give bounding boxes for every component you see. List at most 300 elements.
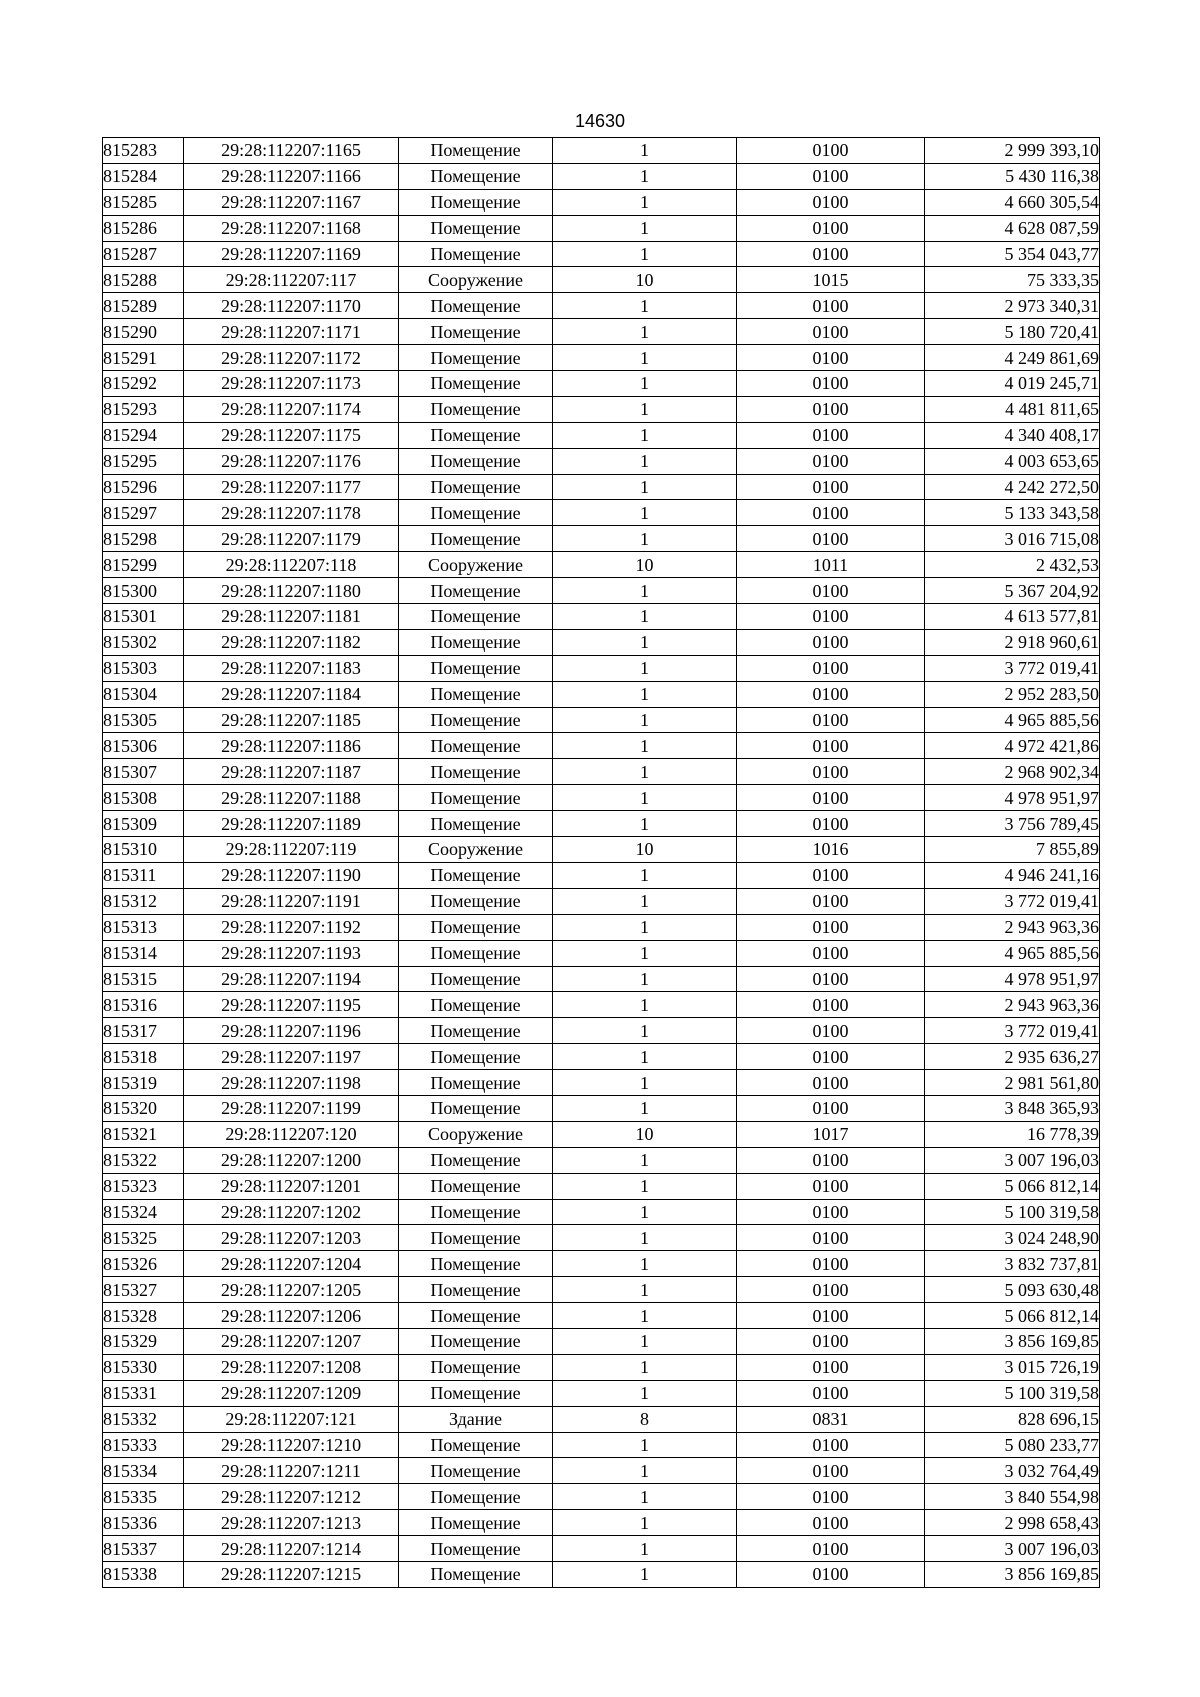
table-row — [103, 241, 1100, 267]
purpose-code-cell: 0100 — [737, 992, 925, 1018]
type-code-cell: 1 — [553, 1225, 737, 1251]
cadastral-number-cell: 29:28:112207:1207 — [184, 1328, 399, 1354]
cadastral-value-cell: 4 628 087,59 — [925, 215, 1100, 241]
row-number-cell: 815333 — [103, 1432, 184, 1458]
object-type-cell: Помещение — [399, 862, 553, 888]
cadastral-number-cell: 29:28:112207:1183 — [184, 655, 399, 681]
type-code-cell: 1 — [553, 681, 737, 707]
row-number-cell: 815316 — [103, 992, 184, 1018]
object-type-cell: Помещение — [399, 1173, 553, 1199]
row-number-cell: 815292 — [103, 371, 184, 397]
type-code-cell: 1 — [553, 1380, 737, 1406]
type-code-cell: 1 — [553, 138, 737, 164]
row-number-cell: 815289 — [103, 293, 184, 319]
purpose-code-cell: 0100 — [737, 1484, 925, 1510]
cadastral-number-cell: 29:28:112207:1198 — [184, 1070, 399, 1096]
row-number-cell: 815324 — [103, 1199, 184, 1225]
cadastral-number-cell: 29:28:112207:1172 — [184, 345, 399, 371]
cadastral-number-cell: 29:28:112207:1173 — [184, 371, 399, 397]
object-type-cell: Помещение — [399, 500, 553, 526]
table-row — [103, 1303, 1100, 1329]
cadastral-value-cell: 16 778,39 — [925, 1121, 1100, 1147]
purpose-code-cell: 0100 — [737, 500, 925, 526]
table-row — [103, 138, 1100, 164]
cadastral-value-cell: 2 935 636,27 — [925, 1044, 1100, 1070]
table-row — [103, 1199, 1100, 1225]
type-code-cell: 1 — [553, 526, 737, 552]
row-number-cell: 815305 — [103, 707, 184, 733]
object-type-cell: Помещение — [399, 1303, 553, 1329]
type-code-cell: 1 — [553, 785, 737, 811]
cadastral-value-cell: 4 972 421,86 — [925, 733, 1100, 759]
cadastral-value-cell: 2 432,53 — [925, 552, 1100, 578]
type-code-cell: 1 — [553, 1458, 737, 1484]
row-number-cell: 815283 — [103, 138, 184, 164]
cadastral-number-cell: 29:28:112207:1214 — [184, 1536, 399, 1562]
type-code-cell: 1 — [553, 1536, 737, 1562]
cadastral-value-cell: 3 756 789,45 — [925, 811, 1100, 837]
cadastral-value-cell: 3 856 169,85 — [925, 1561, 1100, 1587]
purpose-code-cell: 0100 — [737, 629, 925, 655]
type-code-cell: 1 — [553, 992, 737, 1018]
cadastral-value-cell: 3 007 196,03 — [925, 1147, 1100, 1173]
purpose-code-cell: 0100 — [737, 422, 925, 448]
type-code-cell: 1 — [553, 474, 737, 500]
cadastral-number-cell: 29:28:112207:1205 — [184, 1277, 399, 1303]
table-row — [103, 371, 1100, 397]
purpose-code-cell: 0100 — [737, 1432, 925, 1458]
cadastral-number-cell: 29:28:112207:121 — [184, 1406, 399, 1432]
object-type-cell: Помещение — [399, 422, 553, 448]
cadastral-value-cell: 4 946 241,16 — [925, 862, 1100, 888]
object-type-cell: Помещение — [399, 1044, 553, 1070]
row-number-cell: 815304 — [103, 681, 184, 707]
purpose-code-cell: 0100 — [737, 604, 925, 630]
table-row — [103, 733, 1100, 759]
cadastral-number-cell: 29:28:112207:1204 — [184, 1251, 399, 1277]
cadastral-number-cell: 29:28:112207:1177 — [184, 474, 399, 500]
type-code-cell: 1 — [553, 1251, 737, 1277]
purpose-code-cell: 0100 — [737, 1510, 925, 1536]
row-number-cell: 815307 — [103, 759, 184, 785]
purpose-code-cell: 0100 — [737, 1328, 925, 1354]
cadastral-number-cell: 29:28:112207:1174 — [184, 396, 399, 422]
row-number-cell: 815297 — [103, 500, 184, 526]
table-row — [103, 1510, 1100, 1536]
cadastral-value-cell: 3 840 554,98 — [925, 1484, 1100, 1510]
cadastral-value-cell: 75 333,35 — [925, 267, 1100, 293]
purpose-code-cell: 0100 — [737, 1199, 925, 1225]
object-type-cell: Помещение — [399, 655, 553, 681]
purpose-code-cell: 0100 — [737, 1095, 925, 1121]
row-number-cell: 815338 — [103, 1561, 184, 1587]
table-row — [103, 1044, 1100, 1070]
type-code-cell: 1 — [553, 241, 737, 267]
row-number-cell: 815296 — [103, 474, 184, 500]
object-type-cell: Помещение — [399, 1536, 553, 1562]
table-row — [103, 526, 1100, 552]
table-row — [103, 1147, 1100, 1173]
table-row — [103, 552, 1100, 578]
object-type-cell: Помещение — [399, 914, 553, 940]
cadastral-number-cell: 29:28:112207:1191 — [184, 888, 399, 914]
type-code-cell: 1 — [553, 966, 737, 992]
table-row — [103, 1121, 1100, 1147]
purpose-code-cell: 0100 — [737, 785, 925, 811]
type-code-cell: 1 — [553, 629, 737, 655]
cadastral-value-cell: 7 855,89 — [925, 837, 1100, 863]
type-code-cell: 1 — [553, 1277, 737, 1303]
table-row — [103, 966, 1100, 992]
cadastral-number-cell: 29:28:112207:1212 — [184, 1484, 399, 1510]
object-type-cell: Помещение — [399, 1277, 553, 1303]
row-number-cell: 815332 — [103, 1406, 184, 1432]
type-code-cell: 1 — [553, 163, 737, 189]
table-row — [103, 759, 1100, 785]
cadastral-number-cell: 29:28:112207:1193 — [184, 940, 399, 966]
cadastral-number-cell: 29:28:112207:1179 — [184, 526, 399, 552]
purpose-code-cell: 0100 — [737, 526, 925, 552]
object-type-cell: Помещение — [399, 371, 553, 397]
object-type-cell: Помещение — [399, 759, 553, 785]
cadastral-number-cell: 29:28:112207:1185 — [184, 707, 399, 733]
table-row — [103, 837, 1100, 863]
row-number-cell: 815301 — [103, 604, 184, 630]
row-number-cell: 815327 — [103, 1277, 184, 1303]
cadastral-number-cell: 29:28:112207:1206 — [184, 1303, 399, 1329]
cadastral-value-cell: 5 080 233,77 — [925, 1432, 1100, 1458]
purpose-code-cell: 0100 — [737, 474, 925, 500]
type-code-cell: 1 — [553, 448, 737, 474]
cadastral-value-cell: 5 133 343,58 — [925, 500, 1100, 526]
type-code-cell: 1 — [553, 811, 737, 837]
cadastral-number-cell: 29:28:112207:1196 — [184, 1018, 399, 1044]
object-type-cell: Помещение — [399, 1458, 553, 1484]
cadastral-value-cell: 5 093 630,48 — [925, 1277, 1100, 1303]
object-type-cell: Сооружение — [399, 837, 553, 863]
cadastral-number-cell: 29:28:112207:1186 — [184, 733, 399, 759]
row-number-cell: 815325 — [103, 1225, 184, 1251]
purpose-code-cell: 0100 — [737, 759, 925, 785]
type-code-cell: 1 — [553, 1432, 737, 1458]
type-code-cell: 1 — [553, 1173, 737, 1199]
row-number-cell: 815334 — [103, 1458, 184, 1484]
row-number-cell: 815284 — [103, 163, 184, 189]
cadastral-value-cell: 4 019 245,71 — [925, 371, 1100, 397]
object-type-cell: Помещение — [399, 1561, 553, 1587]
table-row — [103, 1018, 1100, 1044]
cadastral-number-cell: 29:28:112207:119 — [184, 837, 399, 863]
purpose-code-cell: 0100 — [737, 1303, 925, 1329]
purpose-code-cell: 1015 — [737, 267, 925, 293]
table-row — [103, 1432, 1100, 1458]
object-type-cell: Помещение — [399, 1147, 553, 1173]
cadastral-number-cell: 29:28:112207:1211 — [184, 1458, 399, 1484]
cadastral-number-cell: 29:28:112207:1165 — [184, 138, 399, 164]
cadastral-number-cell: 29:28:112207:1202 — [184, 1199, 399, 1225]
object-type-cell: Здание — [399, 1406, 553, 1432]
object-type-cell: Помещение — [399, 241, 553, 267]
cadastral-value-cell: 3 772 019,41 — [925, 1018, 1100, 1044]
cadastral-value-cell: 3 016 715,08 — [925, 526, 1100, 552]
cadastral-number-cell: 29:28:112207:1167 — [184, 189, 399, 215]
purpose-code-cell: 1016 — [737, 837, 925, 863]
purpose-code-cell: 0100 — [737, 138, 925, 164]
cadastral-number-cell: 29:28:112207:1208 — [184, 1354, 399, 1380]
type-code-cell: 1 — [553, 1328, 737, 1354]
table-row — [103, 1380, 1100, 1406]
purpose-code-cell: 0100 — [737, 1044, 925, 1070]
row-number-cell: 815300 — [103, 578, 184, 604]
type-code-cell: 1 — [553, 1561, 737, 1587]
cadastral-value-cell: 3 848 365,93 — [925, 1095, 1100, 1121]
row-number-cell: 815323 — [103, 1173, 184, 1199]
cadastral-value-cell: 5 100 319,58 — [925, 1199, 1100, 1225]
purpose-code-cell: 0100 — [737, 345, 925, 371]
cadastral-number-cell: 29:28:112207:1176 — [184, 448, 399, 474]
cadastral-value-cell: 828 696,15 — [925, 1406, 1100, 1432]
cadastral-number-cell: 29:28:112207:1192 — [184, 914, 399, 940]
row-number-cell: 815331 — [103, 1380, 184, 1406]
purpose-code-cell: 0100 — [737, 319, 925, 345]
purpose-code-cell: 0100 — [737, 241, 925, 267]
purpose-code-cell: 0100 — [737, 1018, 925, 1044]
object-type-cell: Помещение — [399, 811, 553, 837]
table-row — [103, 811, 1100, 837]
object-type-cell: Помещение — [399, 1251, 553, 1277]
row-number-cell: 815314 — [103, 940, 184, 966]
cadastral-number-cell: 29:28:112207:1170 — [184, 293, 399, 319]
cadastral-value-cell: 3 032 764,49 — [925, 1458, 1100, 1484]
table-row — [103, 655, 1100, 681]
cadastral-value-cell: 2 952 283,50 — [925, 681, 1100, 707]
row-number-cell: 815315 — [103, 966, 184, 992]
table-row — [103, 396, 1100, 422]
cadastral-number-cell: 29:28:112207:1171 — [184, 319, 399, 345]
table-body — [103, 138, 1100, 1588]
purpose-code-cell: 0100 — [737, 681, 925, 707]
cadastral-value-cell: 4 978 951,97 — [925, 966, 1100, 992]
object-type-cell: Помещение — [399, 578, 553, 604]
cadastral-value-cell: 2 999 393,10 — [925, 138, 1100, 164]
cadastral-number-cell: 29:28:112207:1178 — [184, 500, 399, 526]
table-row — [103, 862, 1100, 888]
object-type-cell: Помещение — [399, 163, 553, 189]
type-code-cell: 1 — [553, 1484, 737, 1510]
cadastral-value-cell: 4 242 272,50 — [925, 474, 1100, 500]
table-row — [103, 1328, 1100, 1354]
table-row — [103, 267, 1100, 293]
type-code-cell: 10 — [553, 1121, 737, 1147]
object-type-cell: Сооружение — [399, 552, 553, 578]
table-row — [103, 345, 1100, 371]
purpose-code-cell: 1017 — [737, 1121, 925, 1147]
row-number-cell: 815336 — [103, 1510, 184, 1536]
cadastral-number-cell: 29:28:112207:1188 — [184, 785, 399, 811]
type-code-cell: 1 — [553, 1303, 737, 1329]
purpose-code-cell: 0100 — [737, 163, 925, 189]
cadastral-value-cell: 4 481 811,65 — [925, 396, 1100, 422]
cadastral-number-cell: 29:28:112207:1215 — [184, 1561, 399, 1587]
type-code-cell: 1 — [553, 940, 737, 966]
table-row — [103, 448, 1100, 474]
cadastral-value-cell: 3 772 019,41 — [925, 888, 1100, 914]
table-row — [103, 189, 1100, 215]
cadastral-number-cell: 29:28:112207:1201 — [184, 1173, 399, 1199]
table-row — [103, 1095, 1100, 1121]
cadastral-value-cell: 2 943 963,36 — [925, 992, 1100, 1018]
cadastral-number-cell: 29:28:112207:1213 — [184, 1510, 399, 1536]
table-row — [103, 1536, 1100, 1562]
object-type-cell: Помещение — [399, 707, 553, 733]
cadastral-number-cell: 29:28:112207:1194 — [184, 966, 399, 992]
cadastral-value-cell: 4 965 885,56 — [925, 707, 1100, 733]
cadastral-number-cell: 29:28:112207:1190 — [184, 862, 399, 888]
table-row — [103, 215, 1100, 241]
type-code-cell: 1 — [553, 604, 737, 630]
cadastral-value-cell: 4 340 408,17 — [925, 422, 1100, 448]
table-row — [103, 992, 1100, 1018]
purpose-code-cell: 0100 — [737, 1354, 925, 1380]
purpose-code-cell: 0100 — [737, 966, 925, 992]
object-type-cell: Помещение — [399, 1432, 553, 1458]
table-row — [103, 888, 1100, 914]
cadastral-value-cell: 5 066 812,14 — [925, 1303, 1100, 1329]
type-code-cell: 1 — [553, 888, 737, 914]
purpose-code-cell: 0100 — [737, 1458, 925, 1484]
object-type-cell: Помещение — [399, 940, 553, 966]
purpose-code-cell: 0100 — [737, 371, 925, 397]
object-type-cell: Помещение — [399, 138, 553, 164]
object-type-cell: Помещение — [399, 1095, 553, 1121]
cadastral-value-cell: 5 100 319,58 — [925, 1380, 1100, 1406]
cadastral-value-cell: 4 613 577,81 — [925, 604, 1100, 630]
table-row — [103, 500, 1100, 526]
row-number-cell: 815285 — [103, 189, 184, 215]
type-code-cell: 1 — [553, 707, 737, 733]
row-number-cell: 815306 — [103, 733, 184, 759]
cadastral-number-cell: 29:28:112207:1210 — [184, 1432, 399, 1458]
purpose-code-cell: 1011 — [737, 552, 925, 578]
row-number-cell: 815322 — [103, 1147, 184, 1173]
cadastral-value-cell: 2 943 963,36 — [925, 914, 1100, 940]
table-row — [103, 1225, 1100, 1251]
row-number-cell: 815330 — [103, 1354, 184, 1380]
object-type-cell: Помещение — [399, 1199, 553, 1225]
cadastral-number-cell: 29:28:112207:1197 — [184, 1044, 399, 1070]
type-code-cell: 1 — [553, 914, 737, 940]
type-code-cell: 1 — [553, 1199, 737, 1225]
table-row — [103, 422, 1100, 448]
row-number-cell: 815294 — [103, 422, 184, 448]
type-code-cell: 1 — [553, 422, 737, 448]
row-number-cell: 815326 — [103, 1251, 184, 1277]
table-row — [103, 474, 1100, 500]
object-type-cell: Помещение — [399, 474, 553, 500]
object-type-cell: Помещение — [399, 396, 553, 422]
cadastral-number-cell: 29:28:112207:1203 — [184, 1225, 399, 1251]
table-row — [103, 629, 1100, 655]
purpose-code-cell: 0100 — [737, 293, 925, 319]
purpose-code-cell: 0100 — [737, 215, 925, 241]
cadastral-number-cell: 29:28:112207:118 — [184, 552, 399, 578]
object-type-cell: Помещение — [399, 526, 553, 552]
type-code-cell: 1 — [553, 215, 737, 241]
object-type-cell: Помещение — [399, 1328, 553, 1354]
row-number-cell: 815310 — [103, 837, 184, 863]
table-row — [103, 1484, 1100, 1510]
table-row — [103, 681, 1100, 707]
cadastral-number-cell: 29:28:112207:1175 — [184, 422, 399, 448]
row-number-cell: 815335 — [103, 1484, 184, 1510]
type-code-cell: 1 — [553, 500, 737, 526]
cadastral-number-cell: 29:28:112207:1200 — [184, 1147, 399, 1173]
cadastral-value-cell: 4 978 951,97 — [925, 785, 1100, 811]
cadastral-number-cell: 29:28:112207:1195 — [184, 992, 399, 1018]
object-type-cell: Помещение — [399, 319, 553, 345]
type-code-cell: 1 — [553, 189, 737, 215]
object-type-cell: Помещение — [399, 604, 553, 630]
cadastral-number-cell: 29:28:112207:1209 — [184, 1380, 399, 1406]
cadastral-value-cell: 5 180 720,41 — [925, 319, 1100, 345]
cadastral-value-table — [102, 137, 1100, 1588]
row-number-cell: 815299 — [103, 552, 184, 578]
purpose-code-cell: 0100 — [737, 733, 925, 759]
row-number-cell: 815293 — [103, 396, 184, 422]
purpose-code-cell: 0100 — [737, 1225, 925, 1251]
object-type-cell: Помещение — [399, 1070, 553, 1096]
type-code-cell: 1 — [553, 733, 737, 759]
cadastral-value-cell: 5 354 043,77 — [925, 241, 1100, 267]
type-code-cell: 1 — [553, 1510, 737, 1536]
row-number-cell: 815295 — [103, 448, 184, 474]
purpose-code-cell: 0831 — [737, 1406, 925, 1432]
purpose-code-cell: 0100 — [737, 862, 925, 888]
type-code-cell: 10 — [553, 837, 737, 863]
row-number-cell: 815320 — [103, 1095, 184, 1121]
cadastral-number-cell: 29:28:112207:1199 — [184, 1095, 399, 1121]
type-code-cell: 1 — [553, 1018, 737, 1044]
purpose-code-cell: 0100 — [737, 189, 925, 215]
cadastral-value-cell: 2 918 960,61 — [925, 629, 1100, 655]
object-type-cell: Помещение — [399, 1510, 553, 1536]
row-number-cell: 815288 — [103, 267, 184, 293]
object-type-cell: Помещение — [399, 1225, 553, 1251]
table-row — [103, 604, 1100, 630]
purpose-code-cell: 0100 — [737, 448, 925, 474]
cadastral-value-cell: 2 998 658,43 — [925, 1510, 1100, 1536]
purpose-code-cell: 0100 — [737, 914, 925, 940]
cadastral-value-cell: 4 003 653,65 — [925, 448, 1100, 474]
cadastral-value-cell: 5 066 812,14 — [925, 1173, 1100, 1199]
table-row — [103, 785, 1100, 811]
cadastral-number-cell: 29:28:112207:1168 — [184, 215, 399, 241]
cadastral-value-cell: 5 367 204,92 — [925, 578, 1100, 604]
cadastral-number-cell: 29:28:112207:1182 — [184, 629, 399, 655]
table-row — [103, 940, 1100, 966]
object-type-cell: Помещение — [399, 629, 553, 655]
table-row — [103, 578, 1100, 604]
table-row — [103, 1354, 1100, 1380]
cadastral-value-cell: 3 832 737,81 — [925, 1251, 1100, 1277]
table-row — [103, 163, 1100, 189]
type-code-cell: 1 — [553, 396, 737, 422]
row-number-cell: 815303 — [103, 655, 184, 681]
table-row — [103, 1406, 1100, 1432]
purpose-code-cell: 0100 — [737, 1561, 925, 1587]
cadastral-value-cell: 2 968 902,34 — [925, 759, 1100, 785]
object-type-cell: Сооружение — [399, 1121, 553, 1147]
